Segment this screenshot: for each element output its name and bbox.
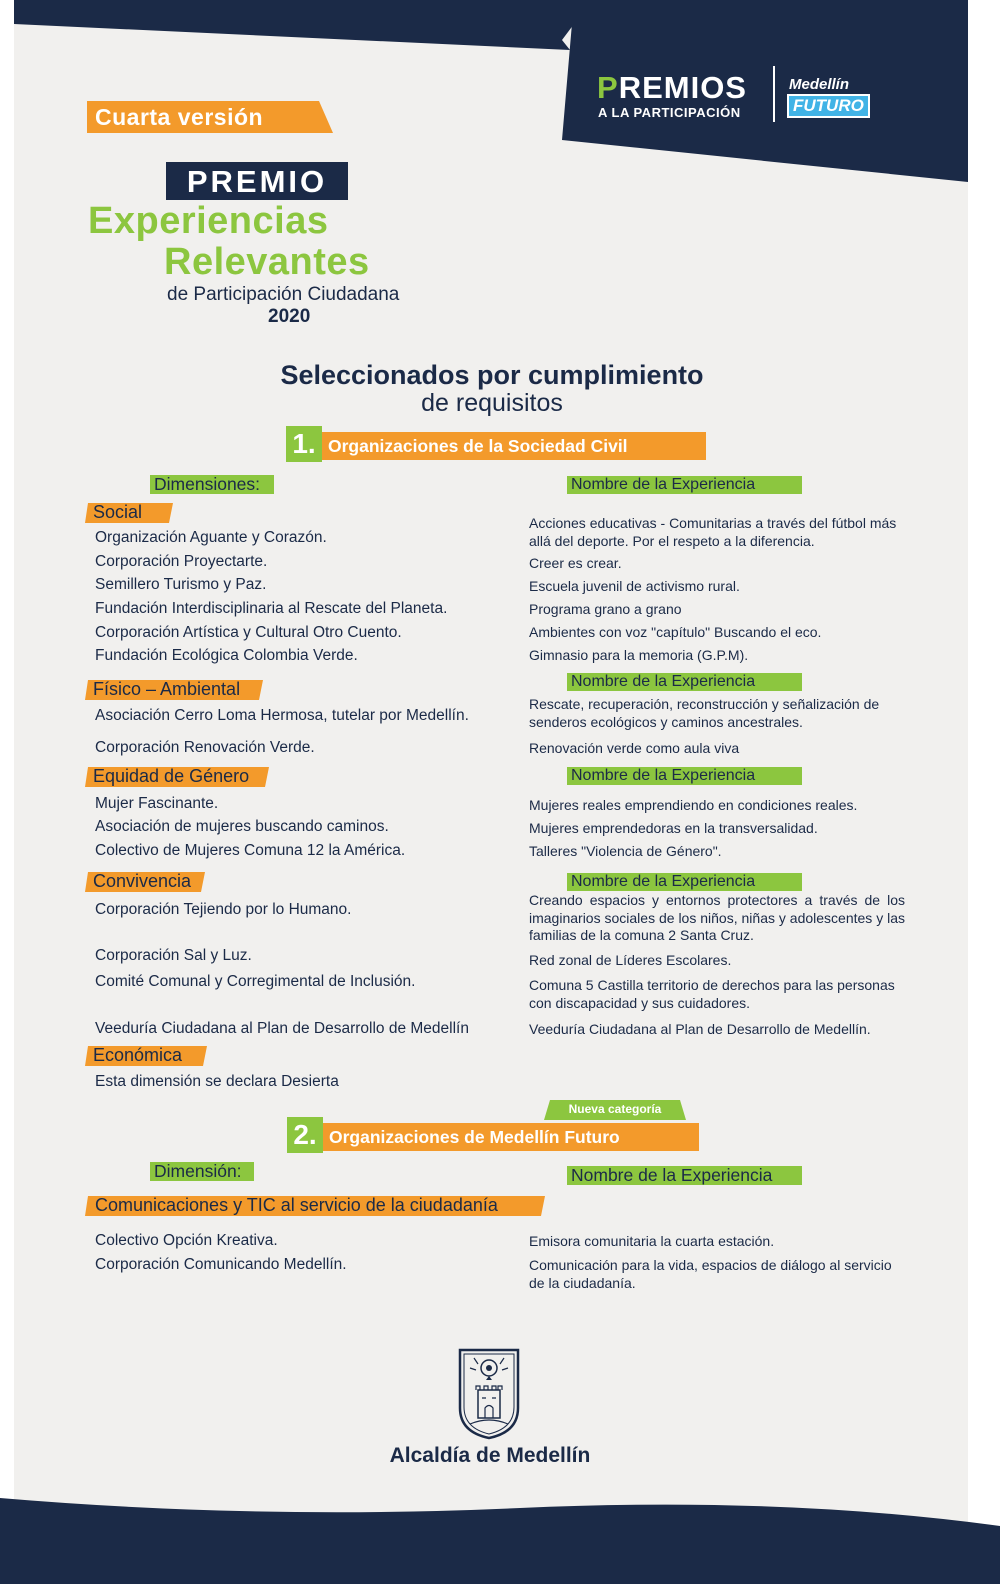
premios-rest: REMIOS xyxy=(618,70,747,105)
experience-label-5 xyxy=(567,1166,802,1185)
experience-item: Emisora comunitaria la cuarta estación. xyxy=(529,1233,775,1249)
premio-word: PREMIO xyxy=(186,164,328,199)
medellin-futuro-line1: Medellín xyxy=(789,76,850,93)
dimension-convivencia xyxy=(85,872,205,892)
experience-item: Renovación verde como aula viva xyxy=(529,740,740,756)
category2-header xyxy=(287,1117,699,1153)
experience-item: Creer es crear. xyxy=(529,555,622,571)
title-participacion: de Participación Ciudadana xyxy=(167,284,400,305)
category2-number: 2. xyxy=(287,1117,323,1153)
experience-label-text: Nombre de la Experiencia xyxy=(571,873,756,890)
org-item: Corporación Renovación Verde. xyxy=(95,739,315,756)
category2-name: Organizaciones de Medellín Futuro xyxy=(329,1127,620,1147)
dimension-comunicaciones xyxy=(85,1196,545,1216)
org-item: Colectivo de Mujeres Comuna 12 la América. xyxy=(95,842,406,859)
experience-item: Rescate, recuperación, reconstrucción y señalización de senderos ecológicos y caminos ancestrales. xyxy=(529,696,880,730)
experience-item: Red zonal de Líderes Escolares. xyxy=(529,952,732,968)
category2-bar xyxy=(323,1123,699,1151)
coat-of-arms-icon xyxy=(456,1346,522,1440)
experience-item: Programa grano a grano xyxy=(529,601,682,617)
dimension-convivencia-text: Convivencia xyxy=(93,871,192,891)
category1-bar xyxy=(322,432,706,460)
edition-badge xyxy=(87,101,333,133)
new-category-text: Nueva categoría xyxy=(568,1102,662,1116)
alcaldia-logo-text: Alcaldía de Medellín xyxy=(389,1444,591,1467)
experience-item: Escuela juvenil de activismo rural. xyxy=(529,578,740,594)
experience-item: Mujeres emprendedoras en la transversalidad. xyxy=(529,820,818,836)
medellin-futuro-line2: FUTURO xyxy=(787,94,870,118)
experience-item: Comunicación para la vida, espacios de diálogo al servicio de la ciudadanía. xyxy=(529,1257,892,1291)
title-relevantes: Relevantes xyxy=(164,241,370,283)
dimension-fisico-text: Físico – Ambiental xyxy=(93,679,241,699)
org-item: Veeduría Ciudadana al Plan de Desarrollo de Medellín xyxy=(95,1020,469,1037)
org-item: Corporación Comunicando Medellín. xyxy=(95,1256,347,1273)
org-item: Esta dimensión se declara Desierta xyxy=(95,1073,339,1090)
org-item: Organización Aguante y Corazón. xyxy=(95,529,327,546)
medellin-futuro-logo xyxy=(787,74,891,118)
section-title: Seleccionados por cumplimiento xyxy=(280,360,704,390)
org-item: Corporación Artística y Cultural Otro Cuento. xyxy=(95,624,402,641)
dimension-label xyxy=(150,1162,254,1181)
dimension-fisico-ambiental xyxy=(85,680,263,700)
org-item: Asociación Cerro Loma Hermosa, tutelar por Medellín. xyxy=(95,707,469,724)
experience-item: Talleres "Violencia de Género". xyxy=(529,843,722,859)
experience-label-text: Nombre de la Experiencia xyxy=(571,673,756,690)
dimension-comunicaciones-text: Comunicaciones y TIC al servicio de la ciudadanía xyxy=(95,1195,498,1215)
title-year: 2020 xyxy=(268,306,311,327)
dimensions-label-text: Dimensiones: xyxy=(154,474,261,494)
org-item: Fundación Ecológica Colombia Verde. xyxy=(95,647,358,664)
experience-item: Gimnasio para la memoria (G.P.M). xyxy=(529,647,749,663)
org-item: Fundación Interdisciplinaria al Rescate del Planeta. xyxy=(95,600,448,617)
experience-label-4 xyxy=(567,873,802,891)
dimension-equidad-genero xyxy=(85,767,269,787)
experience-label-text: Nombre de la Experiencia xyxy=(571,1165,773,1185)
experience-label-text: Nombre de la Experiencia xyxy=(571,476,756,493)
category1-header xyxy=(286,426,706,462)
experience-item: Creando espacios y entornos protectores a través de los imaginarios sociales de los niños, niñas y adolescentes y las familias de la comuna 2 Santa Cruz. xyxy=(529,892,905,943)
bottom-banner xyxy=(0,1478,1000,1584)
org-item: Mujer Fascinante. xyxy=(95,795,219,812)
section-subtitle: de requisitos xyxy=(421,389,563,417)
category1-number: 1. xyxy=(286,426,322,462)
premios-logo xyxy=(597,72,897,132)
dimension-social xyxy=(85,503,173,523)
org-item: Corporación Proyectarte. xyxy=(95,553,268,570)
experience-item: Ambientes con voz "capítulo" Buscando el eco. xyxy=(529,624,822,640)
dimension-economica xyxy=(85,1046,207,1066)
experience-item: Mujeres reales emprendiendo en condiciones reales. xyxy=(529,797,858,813)
logo-divider xyxy=(773,66,775,122)
experience-label-3 xyxy=(567,767,802,785)
experience-item: Comuna 5 Castilla territorio de derechos para las personas con discapacidad y sus cuidadores. xyxy=(529,977,895,1011)
dimensions-label xyxy=(150,475,274,494)
premios-subtitle: A LA PARTICIPACIÓN xyxy=(598,105,741,120)
coat-of-arms-drawing xyxy=(456,1346,522,1440)
premios-first-letter: P xyxy=(597,70,619,105)
experience-item: Veeduría Ciudadana al Plan de Desarrollo de Medellín. xyxy=(529,1021,871,1037)
edition-text: Cuarta versión xyxy=(95,104,264,130)
dimension-economica-text: Económica xyxy=(93,1045,183,1065)
premios-wordmark xyxy=(597,72,747,104)
title-experiencias: Experiencias xyxy=(88,200,329,242)
org-item: Colectivo Opción Kreativa. xyxy=(95,1232,278,1249)
experience-item: Acciones educativas - Comunitarias a través del fútbol más allá del deporte. Por el respeto a la diferencia. xyxy=(529,515,897,549)
org-item: Semillero Turismo y Paz. xyxy=(95,576,267,593)
experience-label-2 xyxy=(567,673,802,691)
org-item: Corporación Tejiendo por lo Humano. xyxy=(95,901,352,918)
experience-label-1 xyxy=(567,476,802,494)
premio-box xyxy=(166,162,348,200)
dimension-equidad-text: Equidad de Género xyxy=(93,766,250,786)
dimension-label-text: Dimensión: xyxy=(154,1161,242,1181)
dimension-social-text: Social xyxy=(93,502,143,522)
category1-name: Organizaciones de la Sociedad Civil xyxy=(328,436,628,456)
experience-label-text: Nombre de la Experiencia xyxy=(571,767,756,784)
org-item: Corporación Sal y Luz. xyxy=(95,947,252,964)
org-item: Asociación de mujeres buscando caminos. xyxy=(95,818,389,835)
org-item: Comité Comunal y Corregimental de Inclusión. xyxy=(95,973,416,990)
